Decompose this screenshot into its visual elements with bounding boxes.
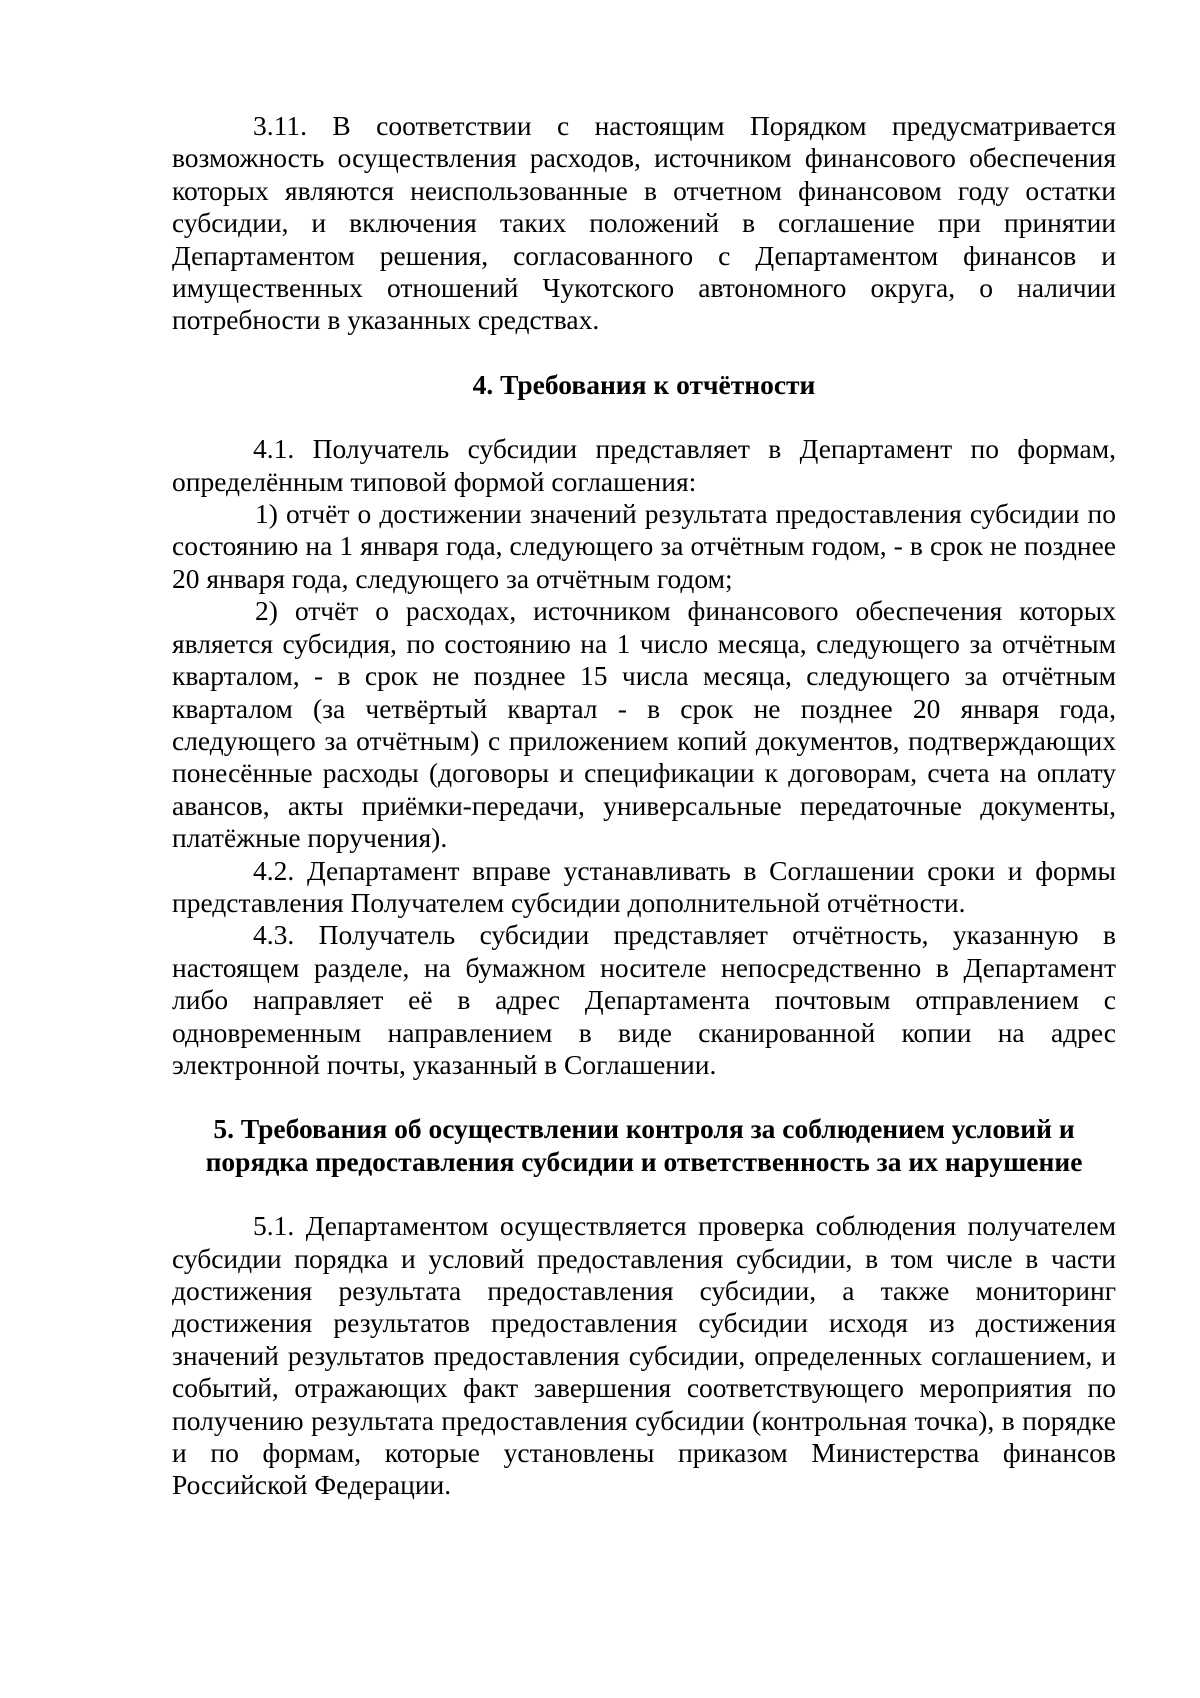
section-heading-5-line-1: 5. Требования об осуществлении контроля за соблюдением условий и <box>213 1113 1075 1145</box>
paragraph-5-1: 5.1. Департаментом осуществляется проверка соблюдения получателем субсидии порядка и условий предоставления субсидии, в том числе в части достижения результата предоставления субсидии, а также мониторинг достижения результатов предоставления субсидии исходя из достижения значений результатов предоставления субсидии, определенных соглашением, и событий, отражающих факт завершения соответствующего мероприятия по получению результата предоставления субсидии (контрольная точка), в порядке и по формам, которые установлены приказом Министерства финансов Российской Федерации. <box>172 1210 1116 1501</box>
paragraph-3-11: 3.11. В соответствии с настоящим Порядком предусматривается возможность осуществления расходов, источником финансового обеспечения которых являются неиспользованные в отчетном финансовом году остатки субсидии, и включения таких положений в соглашение при принятии Департаментом решения, согласованного с Департаментом финансов и имущественных отношений Чукотского автономного округа, о наличии потребности в указанных средствах. <box>172 110 1116 336</box>
document-body <box>172 110 1116 1502</box>
paragraph-4-3: 4.3. Получатель субсидии представляет отчётность, указанную в настоящем разделе, на бумажном носителе непосредственно в Департамент либо направляет её в адрес Департамента почтовым отправлением с одновременным направлением в виде сканированной копии на адрес электронной почты, указанный в Соглашении. <box>172 919 1116 1080</box>
paragraph-4-1-item-1: 1) отчёт о достижении значений результата предоставления субсидии по состоянию на 1 января года, следующего за отчётным годом, - в срок не позднее 20 января года, следующего за отчётным годом; <box>172 498 1116 594</box>
section-heading-5-line-2: порядка предоставления субсидии и ответственность за их нарушение <box>205 1145 1083 1177</box>
paragraph-4-1-item-2: 2) отчёт о расходах, источником финансового обеспечения которых является субсидия, по состоянию на 1 число месяца, следующего за отчётным кварталом, - в срок не позднее 15 числа месяца, следующего за отчётным кварталом (за четвёртый квартал - в срок не позднее 20 января года, следующего за отчётным) с приложением копий документов, подтверждающих понесённые расходы (договоры и спецификации к договорам, счета на оплату авансов, акты приёмки-передачи, универсальные передаточные документы, платёжные поручения). <box>172 595 1116 854</box>
paragraph-4-2: 4.2. Департамент вправе устанавливать в Соглашении сроки и формы представления Получателем субсидии дополнительной отчётности. <box>172 854 1116 918</box>
section-heading-4: 4. Требования к отчётности <box>472 368 816 400</box>
section-heading-5 <box>172 1113 1116 1178</box>
paragraph-4-1: 4.1. Получатель субсидии представляет в Департамент по формам, определённым типовой формой соглашения: <box>172 433 1116 497</box>
